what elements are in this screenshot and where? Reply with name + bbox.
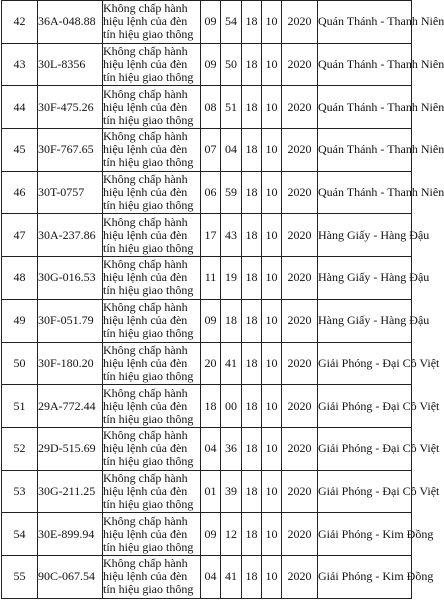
row-number-cell: 55 xyxy=(2,555,38,598)
license-plate-cell: 30F-767.65 xyxy=(38,129,103,172)
year-cell: 2020 xyxy=(282,513,318,556)
month-cell: 10 xyxy=(262,299,282,342)
violation-text-line: tín hiệu giao thông xyxy=(103,155,194,170)
table-row xyxy=(2,43,412,86)
row-number-cell: 42 xyxy=(2,1,38,44)
day-cell: 18 xyxy=(242,257,262,300)
violation-text-line: hiệu lệnh của đèn xyxy=(103,355,188,370)
table-row xyxy=(2,214,412,257)
violation-text-line: hiệu lệnh của đèn xyxy=(103,398,188,413)
year-cell: 2020 xyxy=(282,342,318,385)
row-number-cell: 53 xyxy=(2,470,38,513)
table-row xyxy=(2,427,412,470)
minute-cell: 50 xyxy=(221,43,242,86)
year-cell: 2020 xyxy=(282,1,318,44)
violation-text-line: hiệu lệnh của đèn xyxy=(103,441,188,456)
table-row xyxy=(2,299,412,342)
month-cell: 10 xyxy=(262,129,282,172)
minute-cell: 54 xyxy=(221,1,242,44)
violation-text-line: Không chấp hành xyxy=(103,428,188,443)
minute-cell: 51 xyxy=(221,86,242,129)
violation-cell xyxy=(103,43,201,86)
row-number-cell: 54 xyxy=(2,513,38,556)
year-cell: 2020 xyxy=(282,129,318,172)
minute-cell: 04 xyxy=(221,129,242,172)
violation-text-line: tín hiệu giao thông xyxy=(103,454,194,469)
violation-text-line: tín hiệu giao thông xyxy=(103,539,194,554)
violation-text-line: hiệu lệnh của đèn xyxy=(103,99,188,114)
violation-text-line: hiệu lệnh của đèn xyxy=(103,313,188,328)
location-cell: Giải Phóng - Đại Cồ Việt xyxy=(318,427,412,470)
violation-text-line: tín hiệu giao thông xyxy=(103,411,194,426)
table-row xyxy=(2,86,412,129)
violation-cell xyxy=(103,1,201,44)
table-row xyxy=(2,129,412,172)
location-cell: Giải Phóng - Đại Cồ Việt xyxy=(318,385,412,428)
license-plate-cell: 29D-515.69 xyxy=(38,427,103,470)
violation-text-line: hiệu lệnh của đèn xyxy=(103,270,188,285)
year-cell: 2020 xyxy=(282,171,318,214)
month-cell: 10 xyxy=(262,385,282,428)
row-number-cell: 45 xyxy=(2,129,38,172)
day-cell: 18 xyxy=(242,342,262,385)
month-cell: 10 xyxy=(262,1,282,44)
location-cell: Giải Phóng - Đại Cồ Việt xyxy=(318,470,412,513)
violation-text-line: tín hiệu giao thông xyxy=(103,496,194,511)
row-number-cell: 48 xyxy=(2,257,38,300)
year-cell: 2020 xyxy=(282,385,318,428)
month-cell: 10 xyxy=(262,86,282,129)
violation-text-line: hiệu lệnh của đèn xyxy=(103,185,188,200)
location-cell: Quán Thánh - Thanh Niên xyxy=(318,129,412,172)
row-number-cell: 46 xyxy=(2,171,38,214)
row-number-cell: 49 xyxy=(2,299,38,342)
license-plate-cell: 90C-067.54 xyxy=(38,555,103,598)
violation-cell xyxy=(103,513,201,556)
violation-text-line: Không chấp hành xyxy=(103,556,188,571)
month-cell: 10 xyxy=(262,214,282,257)
day-cell: 18 xyxy=(242,1,262,44)
hour-cell: 18 xyxy=(201,385,221,428)
violation-text-line: tín hiệu giao thông xyxy=(103,326,194,341)
day-cell: 18 xyxy=(242,43,262,86)
violation-text-line: hiệu lệnh của đèn xyxy=(103,14,188,29)
violation-text-line: hiệu lệnh của đèn xyxy=(103,142,188,157)
license-plate-cell: 30G-016.53 xyxy=(38,257,103,300)
violations-table xyxy=(1,0,444,599)
hour-cell: 04 xyxy=(201,427,221,470)
violation-text-line: hiệu lệnh của đèn xyxy=(103,483,188,498)
table-row xyxy=(2,555,412,598)
day-cell: 18 xyxy=(242,171,262,214)
license-plate-cell: 30F-180.20 xyxy=(38,342,103,385)
violation-cell xyxy=(103,257,201,300)
location-cell: Quán Thánh - Thanh Niên xyxy=(318,171,412,214)
violation-text-line: hiệu lệnh của đèn xyxy=(103,57,188,72)
hour-cell: 09 xyxy=(201,299,221,342)
minute-cell: 36 xyxy=(221,427,242,470)
hour-cell: 09 xyxy=(201,1,221,44)
violation-text-line: Không chấp hành xyxy=(103,86,188,101)
violation-cell xyxy=(103,129,201,172)
day-cell: 18 xyxy=(242,470,262,513)
violation-text-line: hiệu lệnh của đèn xyxy=(103,227,188,242)
violation-text-line: hiệu lệnh của đèn xyxy=(103,569,188,584)
violation-cell xyxy=(103,342,201,385)
location-cell: Hàng Giấy - Hàng Đậu xyxy=(318,257,412,300)
table-row xyxy=(2,385,412,428)
license-plate-cell: 30L-8356 xyxy=(38,43,103,86)
violation-text-line: tín hiệu giao thông xyxy=(103,27,194,42)
hour-cell: 08 xyxy=(201,86,221,129)
license-plate-cell: 30F-475.26 xyxy=(38,86,103,129)
year-cell: 2020 xyxy=(282,257,318,300)
violation-cell xyxy=(103,555,201,598)
violation-text-line: Không chấp hành xyxy=(103,214,188,229)
day-cell: 18 xyxy=(242,555,262,598)
violation-cell xyxy=(103,214,201,257)
month-cell: 10 xyxy=(262,342,282,385)
license-plate-cell: 29A-772.44 xyxy=(38,385,103,428)
license-plate-cell: 36A-048.88 xyxy=(38,1,103,44)
day-cell: 18 xyxy=(242,513,262,556)
violation-text-line: Không chấp hành xyxy=(103,44,188,59)
month-cell: 10 xyxy=(262,470,282,513)
year-cell: 2020 xyxy=(282,299,318,342)
violation-text-line: tín hiệu giao thông xyxy=(103,240,194,255)
hour-cell: 04 xyxy=(201,555,221,598)
location-cell: Giải Phóng - Kim Đồng xyxy=(318,513,412,556)
year-cell: 2020 xyxy=(282,86,318,129)
location-cell: Hàng Giấy - Hàng Đậu xyxy=(318,214,412,257)
row-number-cell: 47 xyxy=(2,214,38,257)
minute-cell: 12 xyxy=(221,513,242,556)
day-cell: 18 xyxy=(242,385,262,428)
minute-cell: 19 xyxy=(221,257,242,300)
violation-cell xyxy=(103,299,201,342)
violation-cell xyxy=(103,470,201,513)
hour-cell: 07 xyxy=(201,129,221,172)
hour-cell: 20 xyxy=(201,342,221,385)
minute-cell: 39 xyxy=(221,470,242,513)
hour-cell: 06 xyxy=(201,171,221,214)
year-cell: 2020 xyxy=(282,214,318,257)
row-number-cell: 51 xyxy=(2,385,38,428)
table-row xyxy=(2,257,412,300)
violation-cell xyxy=(103,385,201,428)
table-row xyxy=(2,513,412,556)
table-row xyxy=(2,171,412,214)
license-plate-cell: 30E-899.94 xyxy=(38,513,103,556)
year-cell: 2020 xyxy=(282,43,318,86)
year-cell: 2020 xyxy=(282,555,318,598)
violation-text-line: Không chấp hành xyxy=(103,257,188,272)
day-cell: 18 xyxy=(242,214,262,257)
violation-text-line: tín hiệu giao thông xyxy=(103,112,194,127)
license-plate-cell: 30A-237.86 xyxy=(38,214,103,257)
hour-cell: 09 xyxy=(201,43,221,86)
violation-text-line: tín hiệu giao thông xyxy=(103,368,194,383)
violation-text-line: Không chấp hành xyxy=(103,129,188,144)
violation-text-line: Không chấp hành xyxy=(103,1,188,16)
violation-text-line: Không chấp hành xyxy=(103,300,188,315)
violation-text-line: Không chấp hành xyxy=(103,470,188,485)
location-cell: Giải Phóng - Đại Cồ Việt xyxy=(318,342,412,385)
location-cell: Hàng Giấy - Hàng Đậu xyxy=(318,299,412,342)
minute-cell: 00 xyxy=(221,385,242,428)
month-cell: 10 xyxy=(262,43,282,86)
row-number-cell: 50 xyxy=(2,342,38,385)
hour-cell: 09 xyxy=(201,513,221,556)
license-plate-cell: 30G-211.25 xyxy=(38,470,103,513)
violation-cell xyxy=(103,427,201,470)
table-row xyxy=(2,1,412,44)
day-cell: 18 xyxy=(242,86,262,129)
violation-text-line: Không chấp hành xyxy=(103,342,188,357)
violation-text-line: tín hiệu giao thông xyxy=(103,582,194,597)
year-cell: 2020 xyxy=(282,470,318,513)
violation-text-line: tín hiệu giao thông xyxy=(103,70,194,85)
row-number-cell: 44 xyxy=(2,86,38,129)
license-plate-cell: 30T-0757 xyxy=(38,171,103,214)
month-cell: 10 xyxy=(262,513,282,556)
location-cell: Quán Thánh - Thanh Niên xyxy=(318,1,412,44)
violation-text-line: Không chấp hành xyxy=(103,172,188,187)
violation-text-line: Không chấp hành xyxy=(103,385,188,400)
minute-cell: 18 xyxy=(221,299,242,342)
violation-cell xyxy=(103,171,201,214)
table-row xyxy=(2,342,412,385)
row-number-cell: 43 xyxy=(2,43,38,86)
violation-text-line: hiệu lệnh của đèn xyxy=(103,526,188,541)
row-number-cell: 52 xyxy=(2,427,38,470)
violation-text-line: tín hiệu giao thông xyxy=(103,198,194,213)
hour-cell: 01 xyxy=(201,470,221,513)
violation-text-line: Không chấp hành xyxy=(103,513,188,528)
violation-cell xyxy=(103,86,201,129)
minute-cell: 41 xyxy=(221,555,242,598)
minute-cell: 43 xyxy=(221,214,242,257)
month-cell: 10 xyxy=(262,171,282,214)
table-row xyxy=(2,470,412,513)
location-cell: Giải Phóng - Kim Đồng xyxy=(318,555,412,598)
month-cell: 10 xyxy=(262,427,282,470)
hour-cell: 17 xyxy=(201,214,221,257)
table-body xyxy=(2,1,444,599)
location-cell: Quán Thánh - Thanh Niên xyxy=(318,86,412,129)
month-cell: 10 xyxy=(262,555,282,598)
hour-cell: 11 xyxy=(201,257,221,300)
day-cell: 18 xyxy=(242,299,262,342)
month-cell: 10 xyxy=(262,257,282,300)
license-plate-cell: 30F-051.79 xyxy=(38,299,103,342)
location-cell: Quán Thánh - Thanh Niên xyxy=(318,43,412,86)
minute-cell: 59 xyxy=(221,171,242,214)
year-cell: 2020 xyxy=(282,427,318,470)
minute-cell: 41 xyxy=(221,342,242,385)
day-cell: 18 xyxy=(242,129,262,172)
day-cell: 18 xyxy=(242,427,262,470)
violation-text-line: tín hiệu giao thông xyxy=(103,283,194,298)
